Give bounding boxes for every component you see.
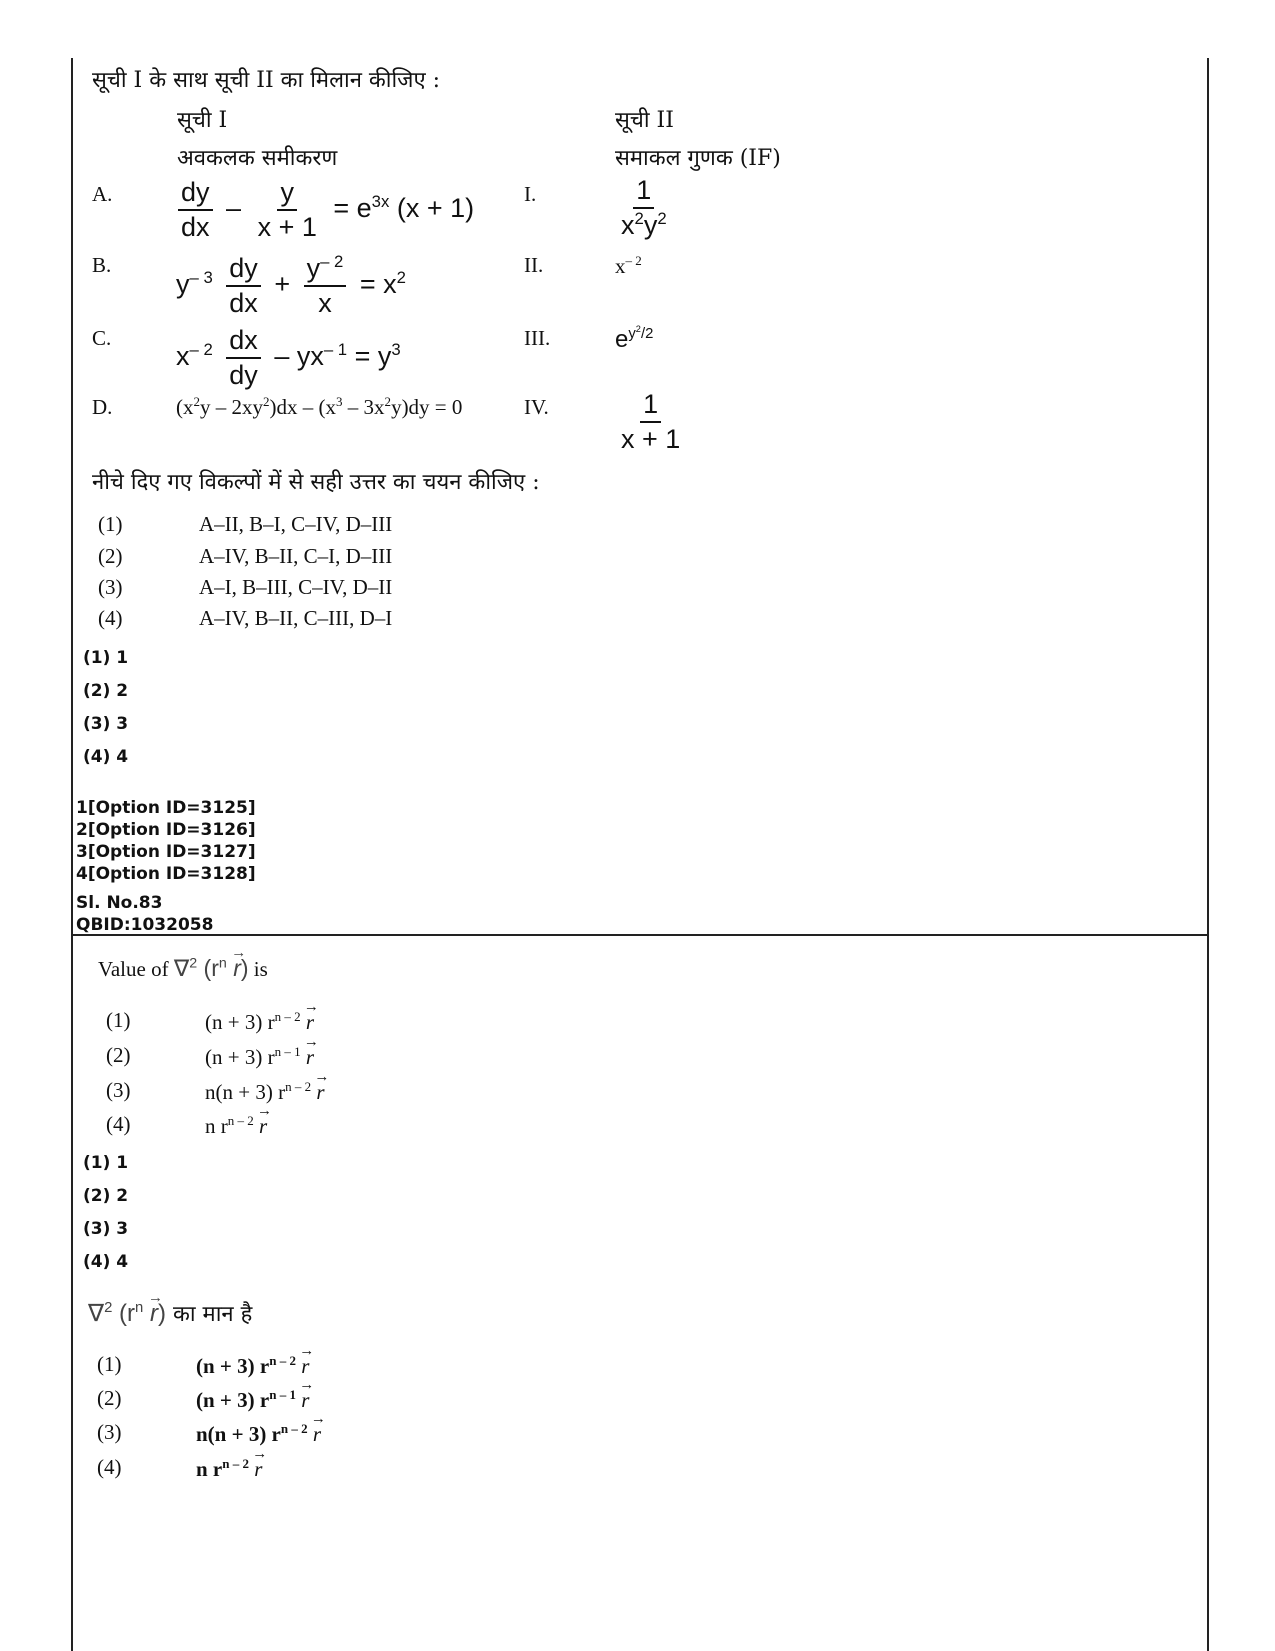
choice-text: n $r^{n - 2} \to r$: [205, 1114, 267, 1139]
choice-number: (1): [97, 1352, 122, 1376]
row-label-c: C.: [92, 326, 112, 350]
choice-text: A–IV, B–II, C–III, D–I: [199, 606, 393, 630]
answer-option[interactable]: (2) 2: [83, 1186, 129, 1206]
row-label-d: D.: [92, 395, 113, 419]
if-i: $\frac{1}{x^2y^2}$: [621, 175, 667, 241]
list1-subtitle: अवकलक समीकरण: [177, 146, 338, 171]
if-iii: $e^{y^2/2}$: [615, 324, 654, 353]
choice-number: (4): [97, 1455, 122, 1479]
list1-title: सूची I: [177, 108, 228, 133]
question-suffix: is: [253, 957, 268, 981]
choice-number: (4): [106, 1112, 131, 1136]
choice-text: A–IV, B–II, C–I, D–III: [199, 544, 393, 568]
list2-subtitle: समाकल गुणक (IF): [615, 146, 781, 171]
laplacian-expression: ∇$^2$ $(r^n \to r)$: [88, 1300, 166, 1327]
answer-option[interactable]: (2) 2: [83, 681, 129, 701]
row-label-b: B.: [92, 253, 112, 277]
choice-number: (1): [98, 512, 123, 536]
equation-d: $(x^2y - 2xy^2)dx - (x^3 - 3x^2y)dy = 0$: [176, 394, 463, 419]
choice-number: (3): [97, 1420, 122, 1444]
choice-text: n(n + 3) $r^{n - 2} \to r$: [205, 1080, 325, 1105]
answer-option[interactable]: (3) 3: [83, 1219, 129, 1239]
laplacian-expression: ∇$^2$ $(r^n \to r)$: [174, 955, 249, 981]
choice-number: (3): [98, 575, 123, 599]
answer-option[interactable]: (4) 4: [83, 1252, 129, 1272]
choice-number: (2): [97, 1386, 122, 1410]
option-id: 2[Option ID=3126]: [76, 820, 256, 840]
choice-number: (2): [98, 544, 123, 568]
question-text-hi: [88, 1298, 252, 1328]
roman-ii: II.: [524, 253, 544, 277]
match-intro: सूची I के साथ सूची II का मिलान कीजिए :: [92, 68, 441, 93]
choice-text: (n + 3) $r^{n - 1} \to r$: [196, 1388, 309, 1413]
qbid: QBID:1032058: [76, 915, 214, 935]
choice-number: (2): [106, 1043, 131, 1067]
row-label-a: A.: [92, 182, 113, 206]
question-header: [76, 892, 213, 936]
equation-a: $\frac{dy}{dx}$ – $\frac{y}{x + 1}$ = $e^{3x}$ (x + 1): [172, 178, 474, 242]
equation-b: $y^{- 3}$ $\frac{dy}{dx}$ + $\frac{y^{- 2}}{x}$ = $x^2$: [176, 252, 406, 319]
roman-iii: III.: [524, 326, 551, 350]
question-suffix-hi: का मान है: [172, 1302, 253, 1327]
option-id: 4[Option ID=3128]: [76, 864, 256, 884]
choice-number: (3): [106, 1078, 131, 1102]
equation-c: $x^{- 2}$ $\frac{dx}{dy}$ – $yx^{- 1} = y^3$: [176, 325, 401, 391]
answer-option[interactable]: (1) 1: [83, 1153, 129, 1173]
question-prefix: Value of: [98, 957, 169, 981]
choice-text: (n + 3) $r^{n - 2} \to r$: [205, 1010, 314, 1035]
answer-option[interactable]: (1) 1: [83, 648, 129, 668]
option-id: 1[Option ID=3125]: [76, 798, 256, 818]
question-text-en: [98, 955, 268, 982]
choice-number: (4): [98, 606, 123, 630]
choice-text: n(n + 3) $r^{n - 2} \to r$: [196, 1422, 321, 1447]
serial-number: Sl. No.83: [76, 893, 163, 913]
option-id-list: [76, 797, 256, 885]
if-iv: $\frac{1}{x + 1}$: [621, 389, 681, 455]
list2-title: सूची II: [615, 108, 674, 133]
choice-text: A–I, B–III, C–IV, D–II: [199, 575, 393, 599]
choose-prompt: नीचे दिए गए विकल्पों में से सही उत्तर का चयन कीजिए :: [92, 470, 540, 495]
if-ii: $x^{- 2}$: [615, 253, 642, 278]
answer-option[interactable]: (4) 4: [83, 747, 129, 767]
choice-text: A–II, B–I, C–IV, D–III: [199, 512, 393, 536]
option-id: 3[Option ID=3127]: [76, 842, 256, 862]
answer-option[interactable]: (3) 3: [83, 714, 129, 734]
roman-i: I.: [524, 182, 537, 206]
question-divider: [71, 934, 1207, 936]
choice-text: (n + 3) $r^{n - 2} \to r$: [196, 1354, 309, 1379]
choice-number: (1): [106, 1008, 131, 1032]
roman-iv: IV.: [524, 395, 549, 419]
choice-text: (n + 3) $r^{n - 1} \to r$: [205, 1045, 314, 1070]
choice-text: n $r^{n - 2} \to r$: [196, 1457, 262, 1482]
